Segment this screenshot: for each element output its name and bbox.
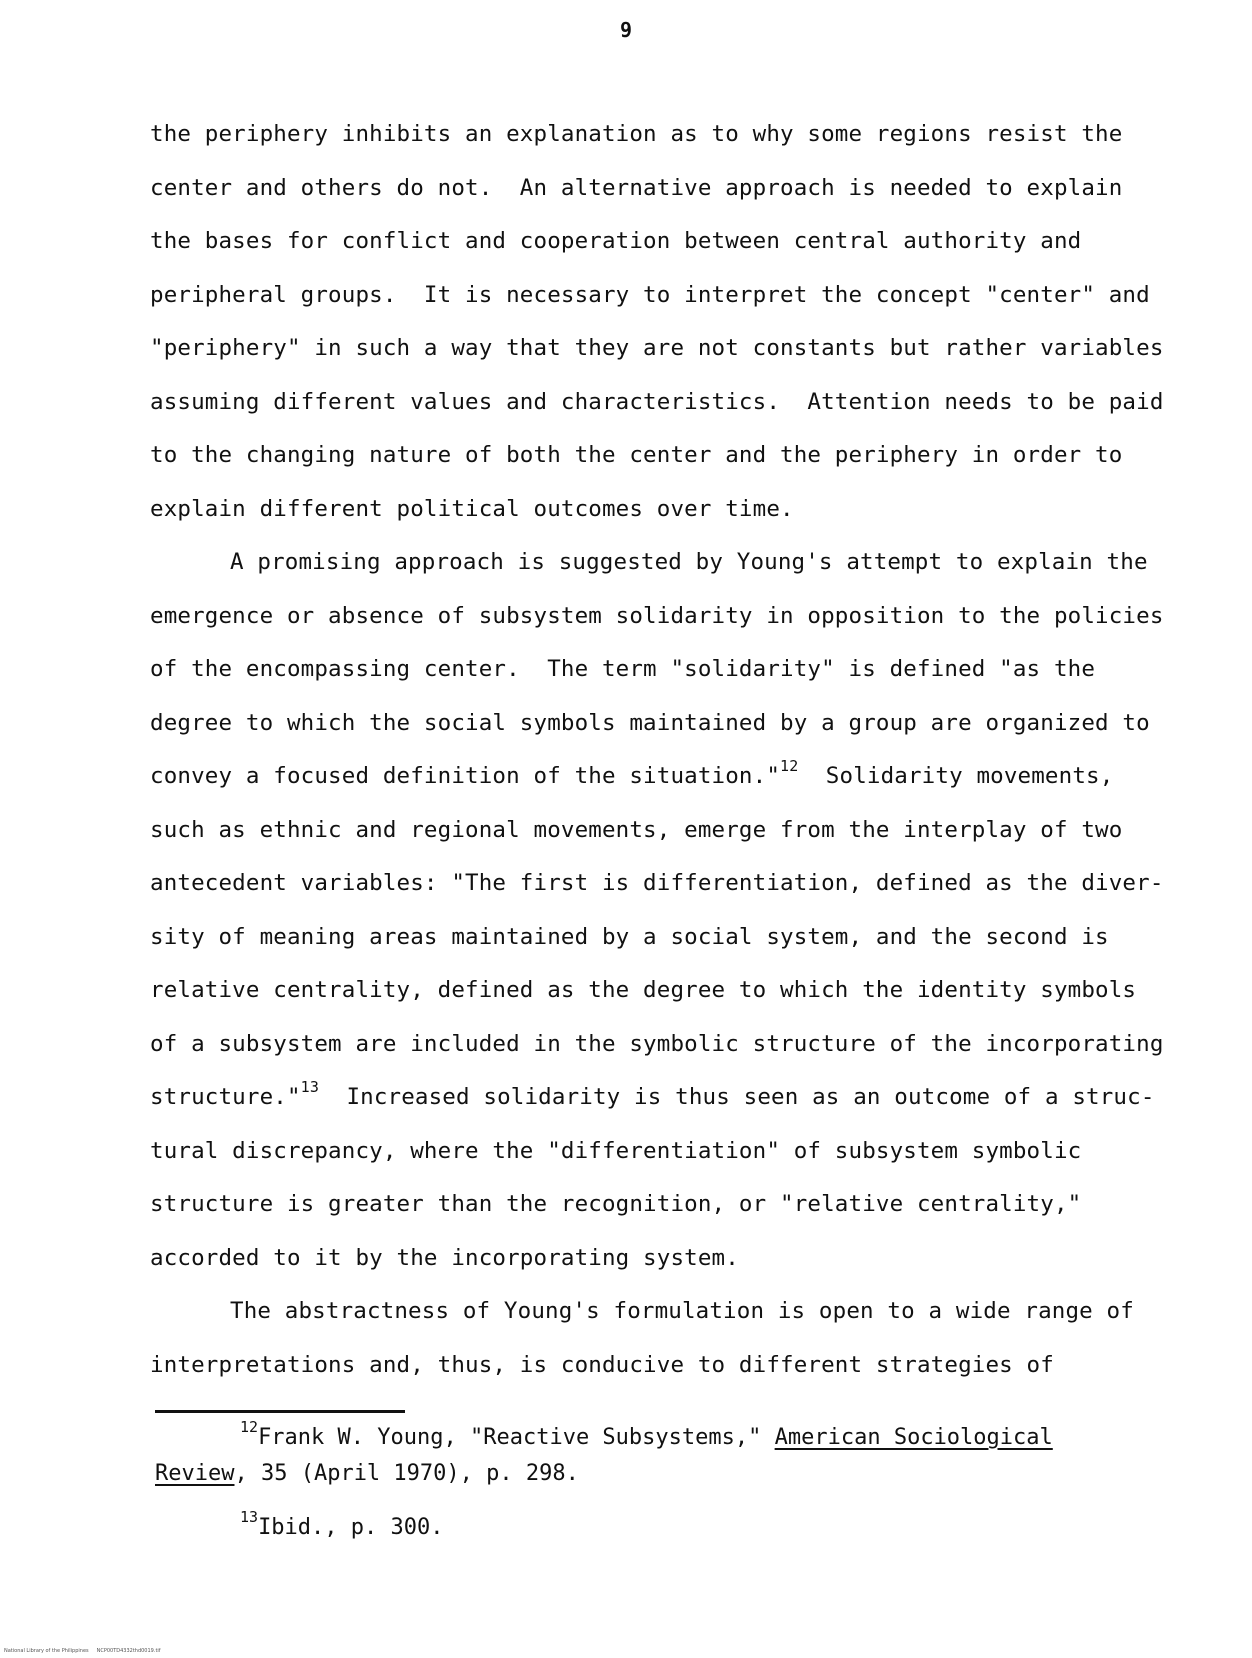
paragraph-2-line: sity of meaning areas maintained by a social system, and the second is [150, 923, 1109, 950]
footnote-text: Frank W. Young, "Reactive Subsystems," [258, 1425, 775, 1450]
footnote-text: , 35 (April 1970), p. 298. [234, 1461, 579, 1486]
footnote-ref-12[interactable]: 12 [780, 757, 799, 775]
line-text: Increased solidarity is thus seen as an outcome of a struc- [319, 1084, 1155, 1110]
paragraph-1-line: peripheral groups. It is necessary to interpret the concept "center" and [150, 281, 1150, 308]
paragraph-2-line-with-footnote-ref [150, 750, 1140, 804]
body-text [150, 108, 1164, 1392]
paragraph-2-line: tural discrepancy, where the "differentiation" of subsystem symbolic [150, 1137, 1082, 1164]
paragraph-1-line: explain different political outcomes over time. [150, 495, 794, 522]
footnote-text: Ibid., p. 300. [258, 1515, 444, 1540]
footnote-ref-13[interactable]: 13 [300, 1078, 320, 1096]
page-number: 9 [619, 18, 633, 42]
paragraph-1-line: center and others do not. An alternative approach is needed to explain [150, 174, 1123, 201]
line-text: Solidarity movements, [798, 763, 1114, 789]
paragraph-3-line: interpretations and, thus, is conducive to different strategies of [150, 1351, 1054, 1378]
footnotes [155, 1420, 1145, 1546]
footnote-divider [155, 1410, 405, 1413]
footnote-12 [155, 1420, 1145, 1456]
paragraph-1-line: to the changing nature of both the center and the periphery in order to [150, 442, 1123, 468]
journal-title: American Sociological [774, 1425, 1053, 1450]
footnote-13 [155, 1510, 1145, 1546]
paragraph-2-line: such as ethnic and regional movements, emerge from the interplay of two [150, 816, 1123, 843]
paragraph-2-line: antecedent variables: "The first is differentiation, defined as the diver- [150, 870, 1164, 896]
paragraph-2-line: relative centrality, defined as the degree to which the identity symbols [150, 977, 1137, 1003]
footnote-number: 13 [240, 1508, 259, 1526]
paragraph-1-line: the periphery inhibits an explanation as to why some regions resist the [150, 121, 1123, 147]
paragraph-1-line: the bases for conflict and cooperation between central authority and [150, 228, 1082, 254]
journal-title: Review [155, 1461, 235, 1486]
paragraph-2-line: degree to which the social symbols maintained by a group are organized to [150, 709, 1150, 736]
paragraph-2-line: A promising approach is suggested by Young's attempt to explain the [230, 549, 1148, 575]
paragraph-1-line: "periphery" in such a way that they are not constants but rather variables [150, 335, 1164, 361]
paragraph-2-line: of a subsystem are included in the symbolic structure of the incorporating [150, 1030, 1164, 1057]
paragraph-2-line: accorded to it by the incorporating system. [150, 1244, 739, 1271]
paragraph-3-line: The abstractness of Young's formulation is open to a wide range of [230, 1298, 1134, 1324]
paragraph-2-line-with-footnote-ref [150, 1071, 1155, 1125]
paragraph-2-line: structure is greater than the recognition, or "relative centrality," [150, 1191, 1082, 1217]
line-text: convey a focused definition of the situation." [150, 763, 781, 789]
paragraph-2-line: of the encompassing center. The term "solidarity" is defined "as the [150, 656, 1096, 682]
line-text: structure." [150, 1084, 301, 1110]
footnote-12-continuation [155, 1456, 1145, 1492]
paragraph-1-line: assuming different values and characteristics. Attention needs to be paid [150, 388, 1164, 415]
paragraph-2-line: emergence or absence of subsystem solidarity in opposition to the policies [150, 602, 1164, 629]
footnote-number: 12 [240, 1418, 259, 1436]
scan-imprint: National Library of the Philippines NCP00TD4332thd0019.tif [4, 1648, 161, 1654]
